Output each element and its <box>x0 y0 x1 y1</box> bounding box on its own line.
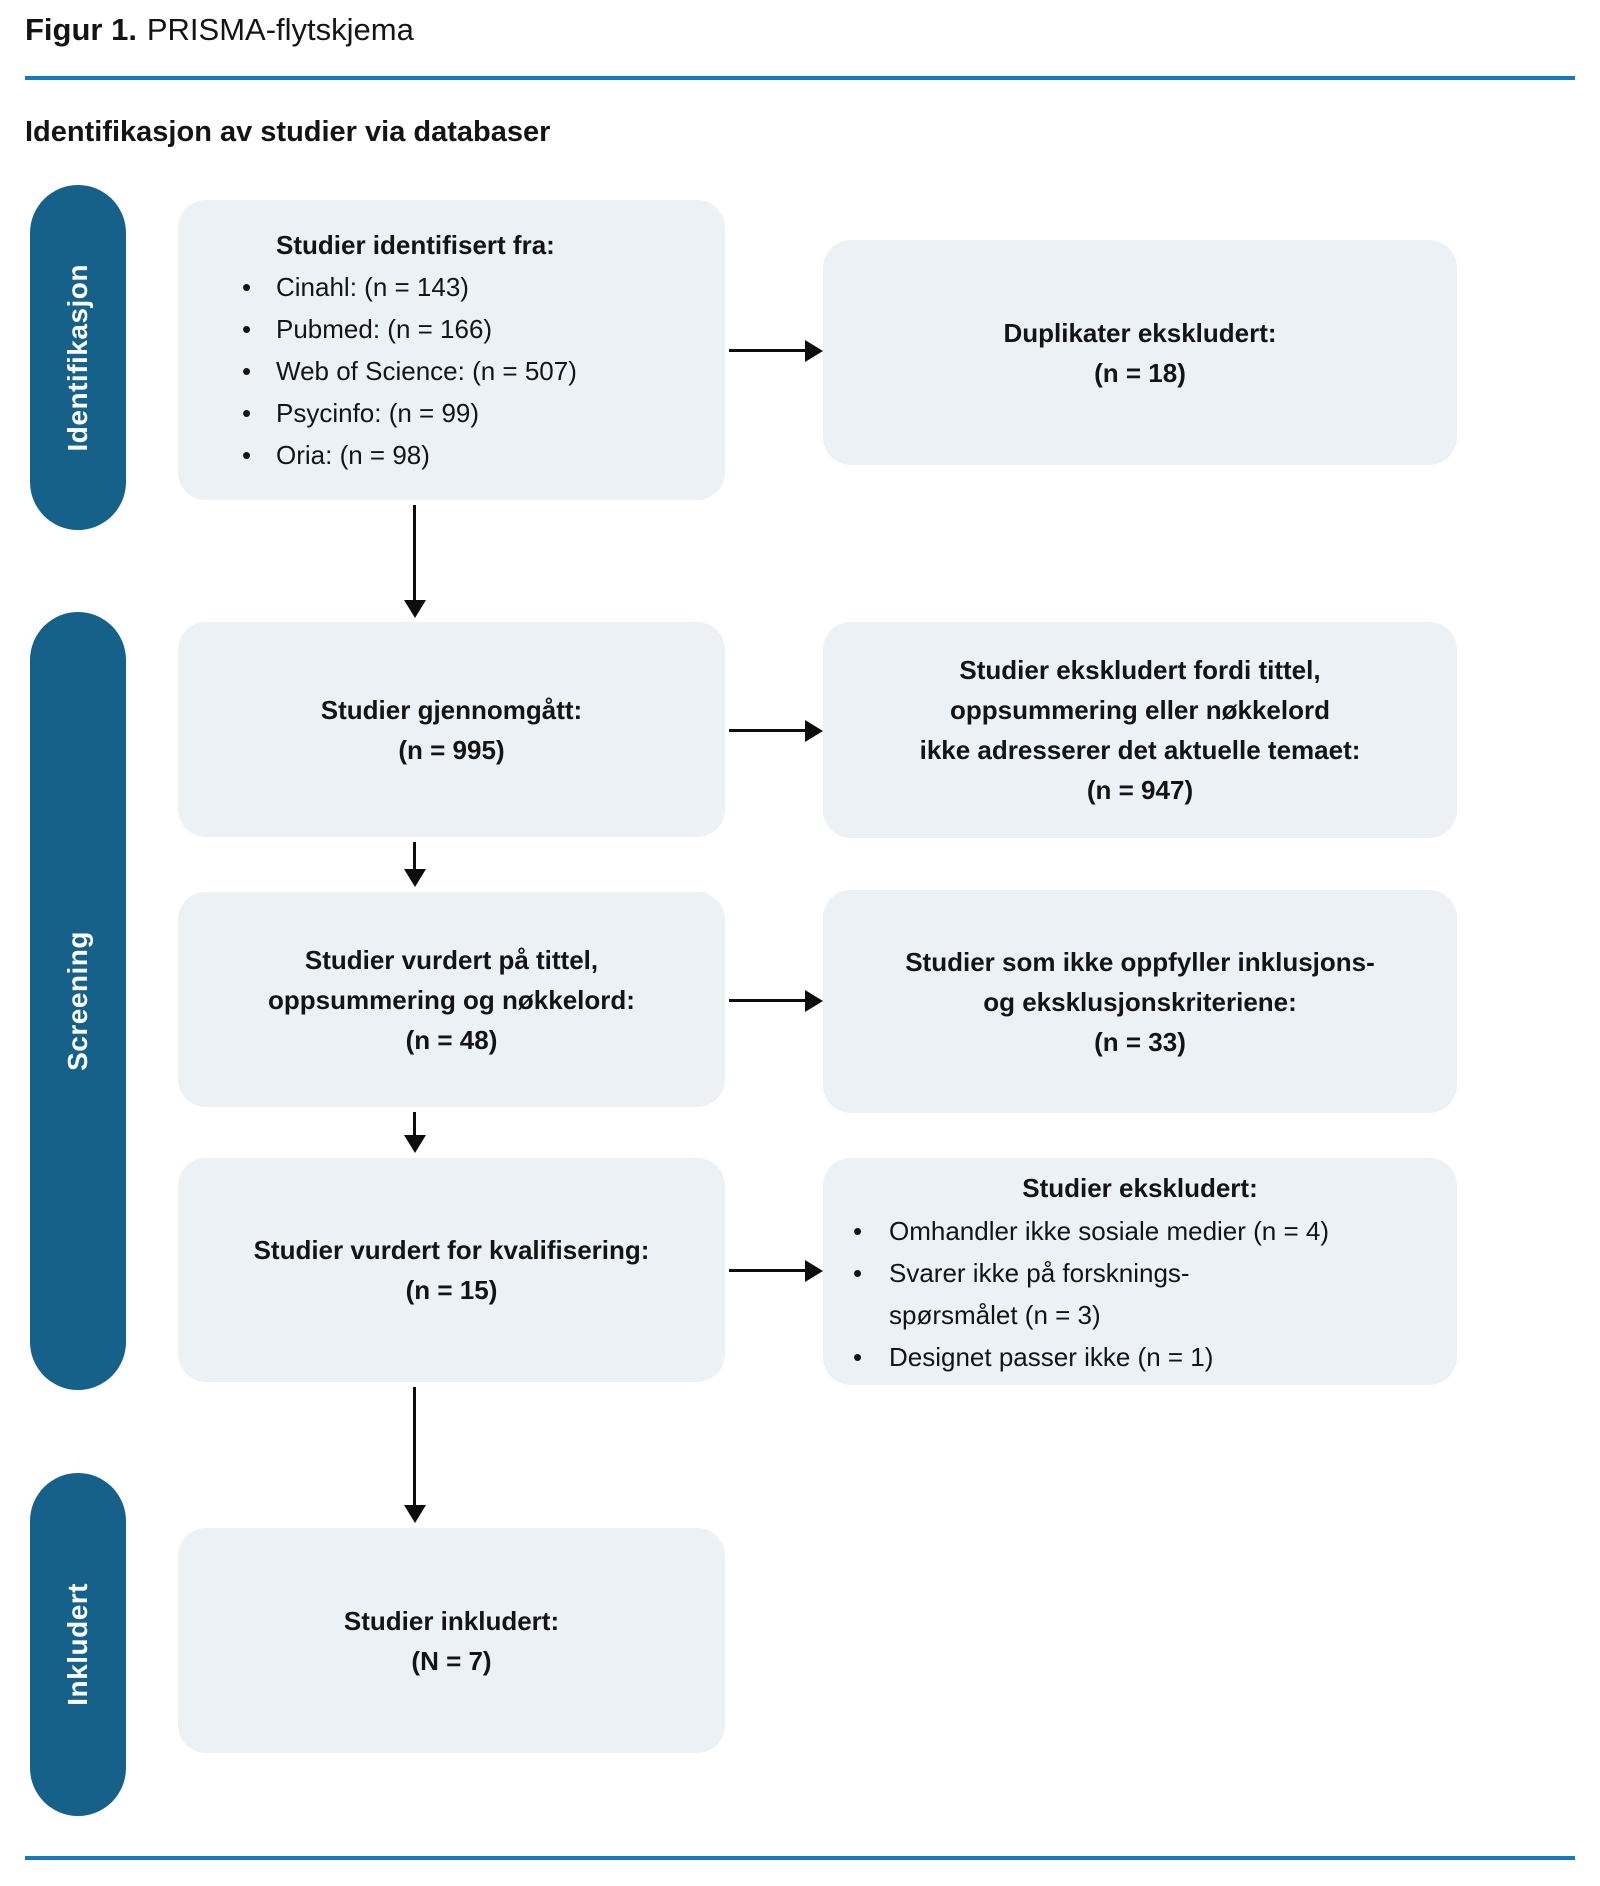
bullet-text: Omhandler ikke sosiale medier (n = 4) <box>889 1215 1330 1246</box>
box-line: Duplikater ekskludert: <box>1003 317 1277 348</box>
bullet-text: Oria: (n = 98) <box>276 440 430 470</box>
bullet-icon <box>242 350 276 392</box>
box-title: Studier ekskludert: <box>1022 1172 1258 1203</box>
figure-title: PRISMA-flytskjema <box>146 12 414 47</box>
box-line: Studier gjennomgått: <box>320 694 583 725</box>
arrow-right-assessed-title-to-criteria <box>729 999 805 1002</box>
box-line: (n = 15) <box>405 1275 498 1305</box>
box-line: Studier ekskludert fordi tittel, <box>959 655 1321 685</box>
box-duplicates-excluded <box>823 240 1457 465</box>
box-line: Studier vurdert på tittel, <box>304 944 599 975</box>
list-item <box>843 1252 1437 1336</box>
bullet-text-line: spørsmålet (n = 3) <box>889 1299 1101 1330</box>
bullet-text: Pubmed: (n = 166) <box>276 314 493 344</box>
top-divider <box>25 76 1575 80</box>
box-line: Studier som ikke oppfyller inklusjons- <box>905 946 1375 977</box>
box-line: (n = 48) <box>405 1024 498 1055</box>
box-line: (n = 947) <box>1086 775 1194 805</box>
bullet-icon <box>853 1210 889 1252</box>
stage-label-identifikasjon: Identifikasjon <box>62 263 93 452</box>
box-assessed-title-abstract <box>178 892 725 1107</box>
list-item <box>242 308 725 350</box>
list-item <box>242 434 725 476</box>
arrow-right-eligibility-to-excluded <box>729 1269 805 1272</box>
box-line: Studier inkludert: <box>343 1605 560 1636</box>
bottom-divider <box>25 1856 1575 1860</box>
bullet-text: Designet passer ikke (n = 1) <box>889 1341 1214 1372</box>
box-studies-screened <box>178 622 725 837</box>
list-item <box>843 1336 1437 1378</box>
bullet-text: Psycinfo: (n = 99) <box>276 398 480 428</box>
box-excluded-topic <box>823 622 1457 838</box>
box-studies-excluded <box>823 1158 1457 1385</box>
arrow-down-screened-to-assessed-title <box>413 842 416 869</box>
box-line: oppsummering eller nøkkelord <box>950 695 1330 725</box>
list-item <box>242 350 725 392</box>
box-title: Studier identifisert fra: <box>276 230 555 260</box>
box-line: (n = 18) <box>1094 357 1186 388</box>
bullet-text: Web of Science: (n = 507) <box>276 356 577 386</box>
box-line: Studier vurdert for kvalifisering: <box>253 1235 650 1265</box>
list-item <box>843 1210 1437 1252</box>
arrow-down-identified-to-screened <box>413 505 416 600</box>
box-line: og eksklusjonskriteriene: <box>983 986 1297 1017</box>
section-heading: Identifikasjon av studier via databaser <box>25 116 551 148</box>
stage-label-screening: Screening <box>62 931 93 1071</box>
stage-pill-identifikasjon <box>30 185 126 530</box>
stage-pill-screening <box>30 612 126 1390</box>
list-item <box>242 392 725 434</box>
figure-label: Figur 1. <box>25 12 137 47</box>
bullet-text: Cinahl: (n = 143) <box>276 272 469 302</box>
arrow-right-screened-to-excluded-topic <box>729 729 805 732</box>
list-item <box>242 266 725 308</box>
bullet-text <box>889 1252 1190 1336</box>
bullet-icon <box>242 434 276 476</box>
box-criteria-not-met <box>823 890 1457 1113</box>
box-line: (n = 33) <box>1094 1026 1186 1057</box>
bullet-icon <box>242 308 276 350</box>
arrow-down-assessed-title-to-eligibility <box>413 1112 416 1135</box>
box-line: ikke adresserer det aktuelle temaet: <box>919 735 1361 765</box>
figure-caption <box>25 10 414 50</box>
box-line: (n = 995) <box>398 734 505 765</box>
bullet-icon <box>853 1336 889 1378</box>
box-assessed-eligibility <box>178 1158 725 1382</box>
arrow-down-eligibility-to-included <box>413 1387 416 1505</box>
bullet-icon <box>242 392 276 434</box>
bullet-icon <box>242 266 276 308</box>
box-studies-included <box>178 1528 725 1753</box>
box-studies-identified <box>178 200 725 500</box>
stage-pill-inkludert <box>30 1473 126 1816</box>
arrow-right-identified-to-duplicates <box>729 349 805 352</box>
box-line: (N = 7) <box>411 1645 492 1676</box>
box-line: oppsummering og nøkkelord: <box>268 984 635 1015</box>
stage-label-inkludert: Inkludert <box>62 1583 93 1706</box>
bullet-text-line: Svarer ikke på forsknings- <box>889 1257 1190 1288</box>
bullet-icon <box>853 1252 889 1336</box>
